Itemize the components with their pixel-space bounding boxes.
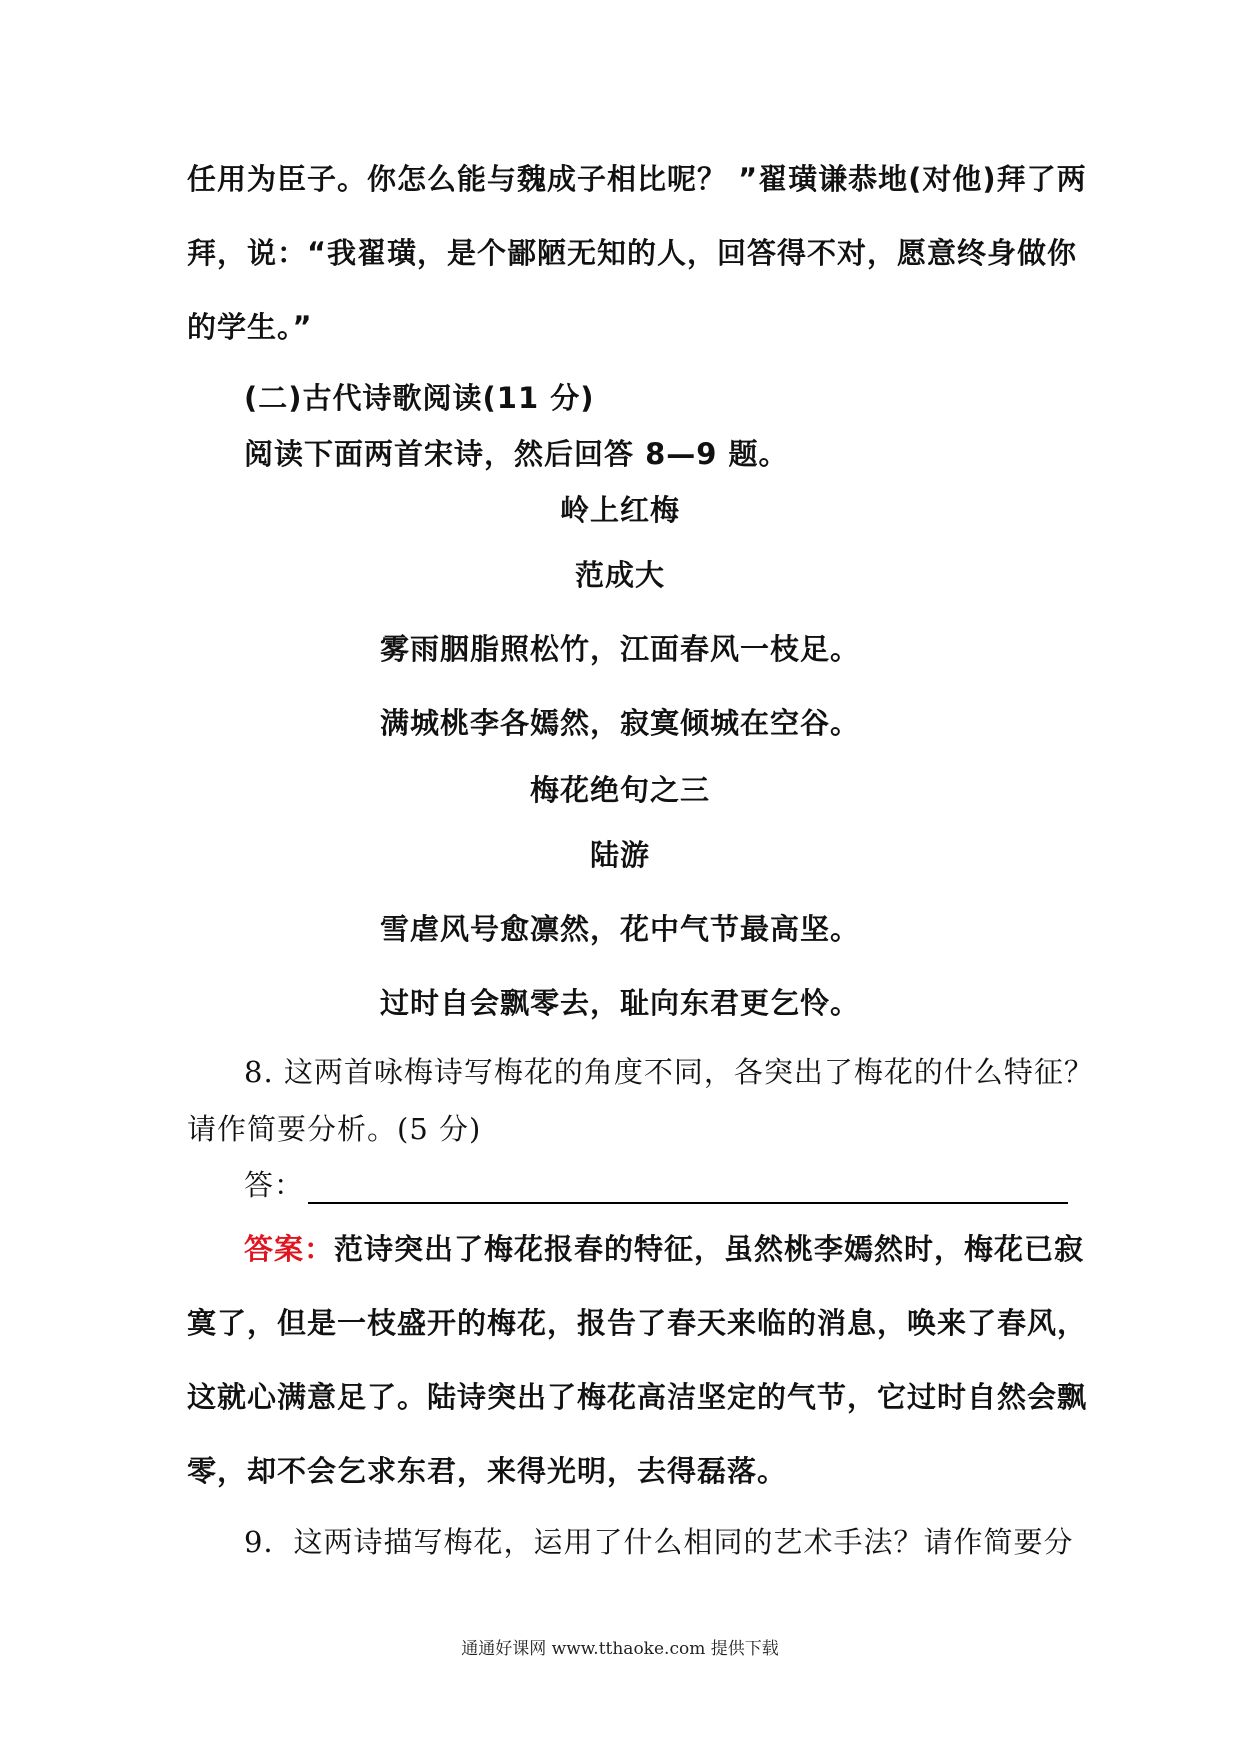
answer-text: 范诗突出了梅花报春的特征，虽然桃李嫣然时，梅花已寂 [334, 1232, 1085, 1266]
poem-title: 梅花绝句之三 [529, 773, 710, 807]
answer-blank-line[interactable] [308, 1172, 1068, 1204]
poem-line: 过时自会飘零去，耻向东君更乞怜。 [379, 986, 860, 1020]
answer-line [244, 1227, 1084, 1268]
section-heading: (二)古代诗歌阅读(11 分) [244, 381, 595, 415]
answer-label: 答案： [244, 1232, 335, 1266]
question-8: 8. 这两首咏梅诗写梅花的角度不同，各突出了梅花的什么特征？ [244, 1055, 1094, 1089]
poem-line: 雾雨胭脂照松竹，江面春风一枝足。 [379, 632, 860, 666]
footer-credit: 通通好课网 www.tthaoke.com 提供下载 [461, 1639, 779, 1659]
poem-line: 满城桃李各嫣然，寂寞倾城在空谷。 [379, 706, 860, 740]
question-9: 9．这两诗描写梅花，运用了什么相同的艺术手法？请作简要分 [244, 1525, 1074, 1559]
text-line: 的学生。” [187, 310, 313, 344]
poem-author: 陆游 [589, 838, 650, 872]
poem-title: 岭上红梅 [559, 493, 680, 527]
text-line: 任用为臣子。你怎么能与魏成子相比呢？ ”翟璜谦恭地(对他)拜了两 [187, 162, 1087, 196]
text-line: 拜，说：“我翟璜，是个鄙陋无知的人，回答得不对，愿意终身做你 [187, 236, 1078, 270]
answer-prompt: 答： [244, 1168, 305, 1202]
answer-line: 零，却不会乞求东君，来得光明，去得磊落。 [187, 1454, 788, 1488]
poem-line: 雪虐风号愈凛然，花中气节最高坚。 [379, 912, 860, 946]
answer-field-row [244, 1163, 1068, 1204]
instruction: 阅读下面两首宋诗，然后回答 8—9 题。 [244, 437, 789, 471]
answer-line: 寞了，但是一枝盛开的梅花，报告了春天来临的消息，唤来了春风， [187, 1306, 1088, 1340]
question-8-cont: 请作简要分析。(5 分) [187, 1112, 482, 1146]
poem-author: 范成大 [574, 558, 665, 592]
answer-line: 这就心满意足了。陆诗突出了梅花高洁坚定的气节，它过时自然会飘 [187, 1380, 1088, 1414]
